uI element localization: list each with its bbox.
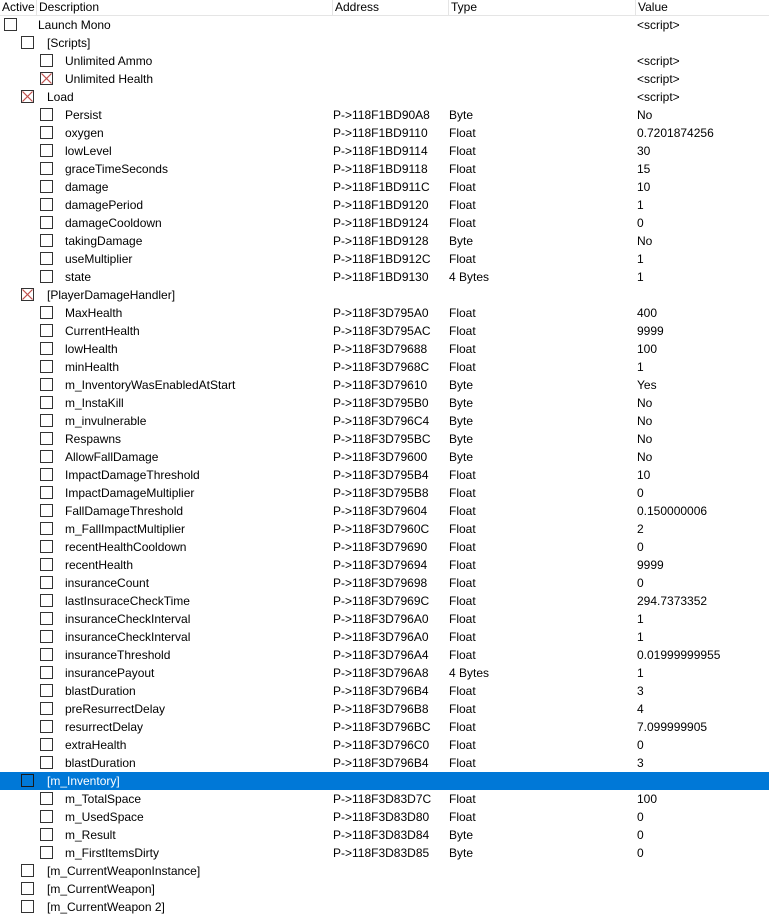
table-row[interactable]	[0, 484, 769, 502]
active-checkbox[interactable]	[21, 288, 34, 301]
row-description: blastDuration	[65, 756, 136, 770]
row-description: useMultiplier	[65, 252, 133, 266]
row-value[interactable]: 0	[637, 486, 644, 500]
row-address: P->118F3D795B4	[333, 468, 429, 482]
row-description: m_FirstItemsDirty	[65, 846, 159, 860]
active-checkbox[interactable]	[40, 324, 53, 337]
row-type: 4 Bytes	[449, 270, 490, 284]
table-row[interactable]	[0, 466, 769, 484]
row-address: P->118F1BD9118	[333, 162, 428, 176]
active-checkbox[interactable]	[40, 450, 53, 463]
row-value[interactable]: 0	[637, 846, 644, 860]
row-description: damageCooldown	[65, 216, 162, 230]
row-value[interactable]: 1	[637, 252, 644, 266]
row-value[interactable]: 0.01999999955	[637, 648, 721, 662]
row-type: 4 Bytes	[449, 666, 490, 680]
row-type: Byte	[449, 450, 474, 464]
row-address: P->118F3D79690	[333, 540, 428, 554]
active-checkbox[interactable]	[40, 846, 53, 859]
active-checkbox[interactable]	[40, 720, 53, 733]
active-checkbox[interactable]	[40, 180, 53, 193]
row-value[interactable]: 10	[637, 180, 651, 194]
table-row[interactable]	[0, 700, 769, 718]
row-address: P->118F3D79600	[333, 450, 428, 464]
row-value[interactable]: No	[637, 414, 653, 428]
active-checkbox[interactable]	[40, 144, 53, 157]
row-value[interactable]: No	[637, 432, 653, 446]
row-description: m_Result	[65, 828, 116, 842]
active-checkbox[interactable]	[40, 468, 53, 481]
table-row[interactable]	[0, 502, 769, 520]
active-checkbox[interactable]	[40, 540, 53, 553]
row-type: Float	[449, 720, 476, 734]
row-value[interactable]: <script>	[637, 54, 680, 68]
row-value[interactable]: 1	[637, 630, 644, 644]
row-address: P->118F3D795A0	[333, 306, 429, 320]
row-address: P->118F3D79688	[333, 342, 428, 356]
table-row[interactable]	[0, 286, 769, 304]
row-description: m_UsedSpace	[65, 810, 144, 824]
row-description: insuranceCheckInterval	[65, 630, 191, 644]
row-address: P->118F1BD911C	[333, 180, 430, 194]
row-address: P->118F3D796BC	[333, 720, 431, 734]
row-description: Persist	[65, 108, 102, 122]
row-address: P->118F3D796A0	[333, 612, 429, 626]
row-description: Launch Mono	[38, 18, 111, 32]
row-type: Float	[449, 198, 476, 212]
active-checkbox[interactable]	[40, 360, 53, 373]
row-description: FallDamageThreshold	[65, 504, 184, 518]
row-value[interactable]: 0	[637, 810, 644, 824]
row-type: Byte	[449, 846, 474, 860]
table-row[interactable]	[0, 178, 769, 196]
row-type: Float	[449, 306, 476, 320]
table-row[interactable]	[0, 844, 769, 862]
active-checkbox[interactable]	[40, 252, 53, 265]
row-description: insurancePayout	[65, 666, 155, 680]
table-row[interactable]	[0, 52, 769, 70]
table-row[interactable]	[0, 646, 769, 664]
table-row[interactable]	[0, 898, 769, 916]
active-checkbox[interactable]	[40, 54, 53, 67]
table-row[interactable]	[0, 448, 769, 466]
row-value[interactable]: 1	[637, 270, 644, 284]
row-type: Float	[449, 648, 476, 662]
row-description: [m_CurrentWeapon]	[47, 882, 155, 896]
row-value[interactable]: 1	[637, 612, 644, 626]
active-checkbox[interactable]	[21, 774, 34, 787]
row-value[interactable]: 2	[637, 522, 644, 536]
row-value[interactable]: 3	[637, 756, 644, 770]
row-description: graceTimeSeconds	[65, 162, 168, 176]
row-type: Byte	[449, 828, 474, 842]
row-type: Byte	[449, 234, 474, 248]
table-row[interactable]	[0, 592, 769, 610]
row-description: damagePeriod	[65, 198, 144, 212]
table-row[interactable]	[0, 862, 769, 880]
row-address: P->118F3D7969C	[333, 594, 430, 608]
column-header	[0, 0, 769, 16]
row-type: Float	[449, 342, 476, 356]
row-value[interactable]: 10	[637, 468, 651, 482]
row-description: blastDuration	[65, 684, 136, 698]
table-row[interactable]	[0, 736, 769, 754]
row-description: [m_Inventory]	[47, 774, 120, 788]
row-address: P->118F3D796C0	[333, 738, 430, 752]
row-type: Float	[449, 756, 476, 770]
table-row[interactable]	[0, 268, 769, 286]
row-type: Float	[449, 252, 476, 266]
row-description: recentHealthCooldown	[65, 540, 187, 554]
row-address: P->118F3D79694	[333, 558, 428, 572]
row-value[interactable]: 400	[637, 306, 658, 320]
active-checkbox[interactable]	[40, 612, 53, 625]
row-value[interactable]: 0.7201874256	[637, 126, 714, 140]
row-value[interactable]: 0	[637, 738, 644, 752]
active-checkbox[interactable]	[40, 558, 53, 571]
row-type: Float	[449, 522, 476, 536]
row-type: Float	[449, 540, 476, 554]
row-address: P->118F3D79698	[333, 576, 428, 590]
active-checkbox[interactable]	[40, 648, 53, 661]
row-type: Float	[449, 486, 476, 500]
row-type: Byte	[449, 414, 474, 428]
row-address: P->118F3D83D80	[333, 810, 430, 824]
active-checkbox[interactable]	[40, 198, 53, 211]
table-row[interactable]	[0, 214, 769, 232]
active-checkbox[interactable]	[40, 396, 53, 409]
active-checkbox[interactable]	[40, 756, 53, 769]
row-address: P->118F1BD912C	[333, 252, 431, 266]
row-address: P->118F3D7968C	[333, 360, 430, 374]
table-row[interactable]	[0, 628, 769, 646]
row-address: P->118F3D79610	[333, 378, 428, 392]
row-description: [m_CurrentWeapon 2]	[47, 900, 165, 914]
row-value[interactable]: 294.7373352	[637, 594, 708, 608]
active-checkbox[interactable]	[40, 486, 53, 499]
table-row[interactable]	[0, 70, 769, 88]
row-type: Float	[449, 810, 476, 824]
row-value[interactable]: 0.150000006	[637, 504, 708, 518]
table-row[interactable]	[0, 556, 769, 574]
row-description: insuranceCount	[65, 576, 150, 590]
row-description: m_InventoryWasEnabledAtStart	[65, 378, 236, 392]
row-value[interactable]: <script>	[637, 90, 680, 104]
active-checkbox[interactable]	[40, 684, 53, 697]
row-description: CurrentHealth	[65, 324, 140, 338]
row-value[interactable]: 30	[637, 144, 651, 158]
row-type: Float	[449, 324, 476, 338]
row-value[interactable]: 9999	[637, 558, 664, 572]
row-address: P->118F3D7960C	[333, 522, 430, 536]
row-type: Float	[449, 684, 476, 698]
active-checkbox[interactable]	[40, 702, 53, 715]
table-row[interactable]	[0, 250, 769, 268]
active-checkbox[interactable]	[40, 216, 53, 229]
row-value[interactable]: 1	[637, 666, 644, 680]
table-row[interactable]	[0, 16, 769, 34]
header-type[interactable]: Type	[451, 0, 478, 14]
table-row[interactable]	[0, 394, 769, 412]
table-row[interactable]	[0, 664, 769, 682]
row-value[interactable]: 15	[637, 162, 651, 176]
row-value[interactable]: 9999	[637, 324, 664, 338]
row-value[interactable]: 0	[637, 216, 644, 230]
table-row[interactable]	[0, 520, 769, 538]
table-row[interactable]	[0, 160, 769, 178]
table-row[interactable]	[0, 358, 769, 376]
row-address: P->118F3D795B8	[333, 486, 429, 500]
row-address: P->118F1BD9110	[333, 126, 428, 140]
row-address: P->118F1BD9120	[333, 198, 429, 212]
active-checkbox[interactable]	[40, 432, 53, 445]
row-description: ImpactDamageThreshold	[65, 468, 200, 482]
table-row[interactable]	[0, 826, 769, 844]
active-checkbox[interactable]	[40, 108, 53, 121]
active-checkbox[interactable]	[40, 504, 53, 517]
row-description: m_invulnerable	[65, 414, 147, 428]
row-type: Float	[449, 702, 476, 716]
active-checkbox[interactable]	[40, 378, 53, 391]
table-row[interactable]	[0, 88, 769, 106]
row-address: P->118F3D83D84	[333, 828, 430, 842]
row-address: P->118F3D796B4	[333, 684, 429, 698]
active-checkbox[interactable]	[40, 576, 53, 589]
row-description: state	[65, 270, 92, 284]
row-value[interactable]: 3	[637, 684, 644, 698]
row-description: Unlimited Ammo	[65, 54, 153, 68]
row-address: P->118F1BD9128	[333, 234, 429, 248]
table-row[interactable]	[0, 412, 769, 430]
row-value[interactable]: No	[637, 450, 653, 464]
row-address: P->118F3D796B4	[333, 756, 429, 770]
table-row[interactable]	[0, 880, 769, 898]
row-type: Byte	[449, 396, 474, 410]
active-checkbox[interactable]	[40, 594, 53, 607]
active-checkbox[interactable]	[40, 630, 53, 643]
row-address: P->118F3D796C4	[333, 414, 430, 428]
row-type: Float	[449, 612, 476, 626]
active-checkbox[interactable]	[40, 810, 53, 823]
active-checkbox[interactable]	[40, 522, 53, 535]
row-address: P->118F1BD9114	[333, 144, 428, 158]
row-description: m_InstaKill	[65, 396, 124, 410]
active-checkbox[interactable]	[40, 738, 53, 751]
active-checkbox[interactable]	[40, 126, 53, 139]
table-row-selected[interactable]	[0, 772, 769, 790]
active-checkbox[interactable]	[4, 18, 17, 31]
row-type: Float	[449, 738, 476, 752]
table-row[interactable]	[0, 124, 769, 142]
table-row[interactable]	[0, 754, 769, 772]
row-address: P->118F1BD90A8	[333, 108, 430, 122]
row-address: P->118F3D795AC	[333, 324, 431, 338]
table-row[interactable]	[0, 610, 769, 628]
active-checkbox[interactable]	[21, 90, 34, 103]
active-checkbox[interactable]	[21, 36, 34, 49]
row-type: Float	[449, 576, 476, 590]
row-address: P->118F1BD9124	[333, 216, 429, 230]
active-checkbox[interactable]	[40, 792, 53, 805]
table-row[interactable]	[0, 304, 769, 322]
row-type: Byte	[449, 378, 474, 392]
row-value[interactable]: 1	[637, 198, 644, 212]
row-address: P->118F3D795B0	[333, 396, 429, 410]
active-checkbox[interactable]	[40, 234, 53, 247]
active-checkbox[interactable]	[21, 900, 34, 913]
row-address: P->118F3D796A4	[333, 648, 429, 662]
row-value[interactable]: 100	[637, 342, 658, 356]
row-description: Respawns	[65, 432, 122, 446]
row-description: insuranceThreshold	[65, 648, 171, 662]
row-description: preResurrectDelay	[65, 702, 166, 716]
row-value[interactable]: 1	[637, 360, 644, 374]
cross-check-icon	[22, 289, 33, 300]
active-checkbox[interactable]	[40, 72, 53, 85]
table-row[interactable]	[0, 574, 769, 592]
table-row[interactable]	[0, 808, 769, 826]
row-type: Float	[449, 504, 476, 518]
row-description: minHealth	[65, 360, 120, 374]
row-description: recentHealth	[65, 558, 134, 572]
active-checkbox[interactable]	[40, 270, 53, 283]
row-type: Float	[449, 558, 476, 572]
row-value[interactable]: <script>	[637, 18, 680, 32]
row-type: Float	[449, 594, 476, 608]
table-row[interactable]	[0, 106, 769, 124]
row-value[interactable]: No	[637, 396, 653, 410]
row-description: ImpactDamageMultiplier	[65, 486, 195, 500]
row-value[interactable]: <script>	[637, 72, 680, 86]
header-active[interactable]: Active	[2, 0, 35, 14]
row-type: Byte	[449, 108, 474, 122]
active-checkbox[interactable]	[40, 414, 53, 427]
row-description: AllowFallDamage	[65, 450, 159, 464]
row-type: Float	[449, 144, 476, 158]
header-description[interactable]: Description	[39, 0, 100, 14]
table-row[interactable]	[0, 322, 769, 340]
row-description: resurrectDelay	[65, 720, 144, 734]
row-value[interactable]: Yes	[637, 378, 657, 392]
active-checkbox[interactable]	[40, 162, 53, 175]
row-address: P->118F3D83D7C	[333, 792, 432, 806]
row-value[interactable]: 0	[637, 828, 644, 842]
active-checkbox[interactable]	[21, 882, 34, 895]
active-checkbox[interactable]	[40, 306, 53, 319]
row-value[interactable]: 7.099999905	[637, 720, 708, 734]
cross-check-icon	[41, 73, 52, 84]
table-row[interactable]	[0, 34, 769, 52]
row-type: Float	[449, 792, 476, 806]
row-type: Float	[449, 126, 476, 140]
active-checkbox[interactable]	[21, 864, 34, 877]
row-type: Float	[449, 630, 476, 644]
row-description: [PlayerDamageHandler]	[47, 288, 176, 302]
row-address: P->118F1BD9130	[333, 270, 429, 284]
table-row[interactable]	[0, 142, 769, 160]
cross-check-icon	[22, 91, 33, 102]
row-value[interactable]: No	[637, 108, 653, 122]
row-address: P->118F3D79604	[333, 504, 428, 518]
table-row[interactable]	[0, 718, 769, 736]
row-description: takingDamage	[65, 234, 143, 248]
row-address: P->118F3D796B8	[333, 702, 429, 716]
row-type: Float	[449, 468, 476, 482]
table-row[interactable]	[0, 340, 769, 358]
row-value[interactable]: 4	[637, 702, 644, 716]
row-description: lowLevel	[65, 144, 112, 158]
row-description: insuranceCheckInterval	[65, 612, 191, 626]
active-checkbox[interactable]	[40, 342, 53, 355]
row-value[interactable]: 0	[637, 576, 644, 590]
header-address[interactable]: Address	[335, 0, 380, 14]
table-row[interactable]	[0, 376, 769, 394]
row-type: Float	[449, 360, 476, 374]
row-type: Float	[449, 162, 476, 176]
row-value[interactable]: 0	[637, 540, 644, 554]
row-description: m_FallImpactMultiplier	[65, 522, 186, 536]
row-value[interactable]: No	[637, 234, 653, 248]
row-type: Byte	[449, 432, 474, 446]
table-row[interactable]	[0, 790, 769, 808]
row-description: m_TotalSpace	[65, 792, 142, 806]
row-description: oxygen	[65, 126, 104, 140]
row-value[interactable]: 100	[637, 792, 658, 806]
row-description: [Scripts]	[47, 36, 91, 50]
row-description: Load	[47, 90, 74, 104]
row-type: Float	[449, 216, 476, 230]
row-address: P->118F3D796A0	[333, 630, 429, 644]
row-description: MaxHealth	[65, 306, 123, 320]
row-description: damage	[65, 180, 109, 194]
row-address: P->118F3D796A8	[333, 666, 429, 680]
active-checkbox[interactable]	[40, 828, 53, 841]
row-address: P->118F3D83D85	[333, 846, 430, 860]
row-type: Float	[449, 180, 476, 194]
table-row[interactable]	[0, 430, 769, 448]
row-description: [m_CurrentWeaponInstance]	[47, 864, 201, 878]
table-row[interactable]	[0, 196, 769, 214]
row-description: extraHealth	[65, 738, 127, 752]
row-description: Unlimited Health	[65, 72, 154, 86]
active-checkbox[interactable]	[40, 666, 53, 679]
table-row[interactable]	[0, 538, 769, 556]
header-value[interactable]: Value	[638, 0, 668, 14]
row-description: lowHealth	[65, 342, 118, 356]
row-description: lastInsuraceCheckTime	[65, 594, 190, 608]
row-address: P->118F3D795BC	[333, 432, 431, 446]
table-row[interactable]	[0, 232, 769, 250]
table-row[interactable]	[0, 682, 769, 700]
